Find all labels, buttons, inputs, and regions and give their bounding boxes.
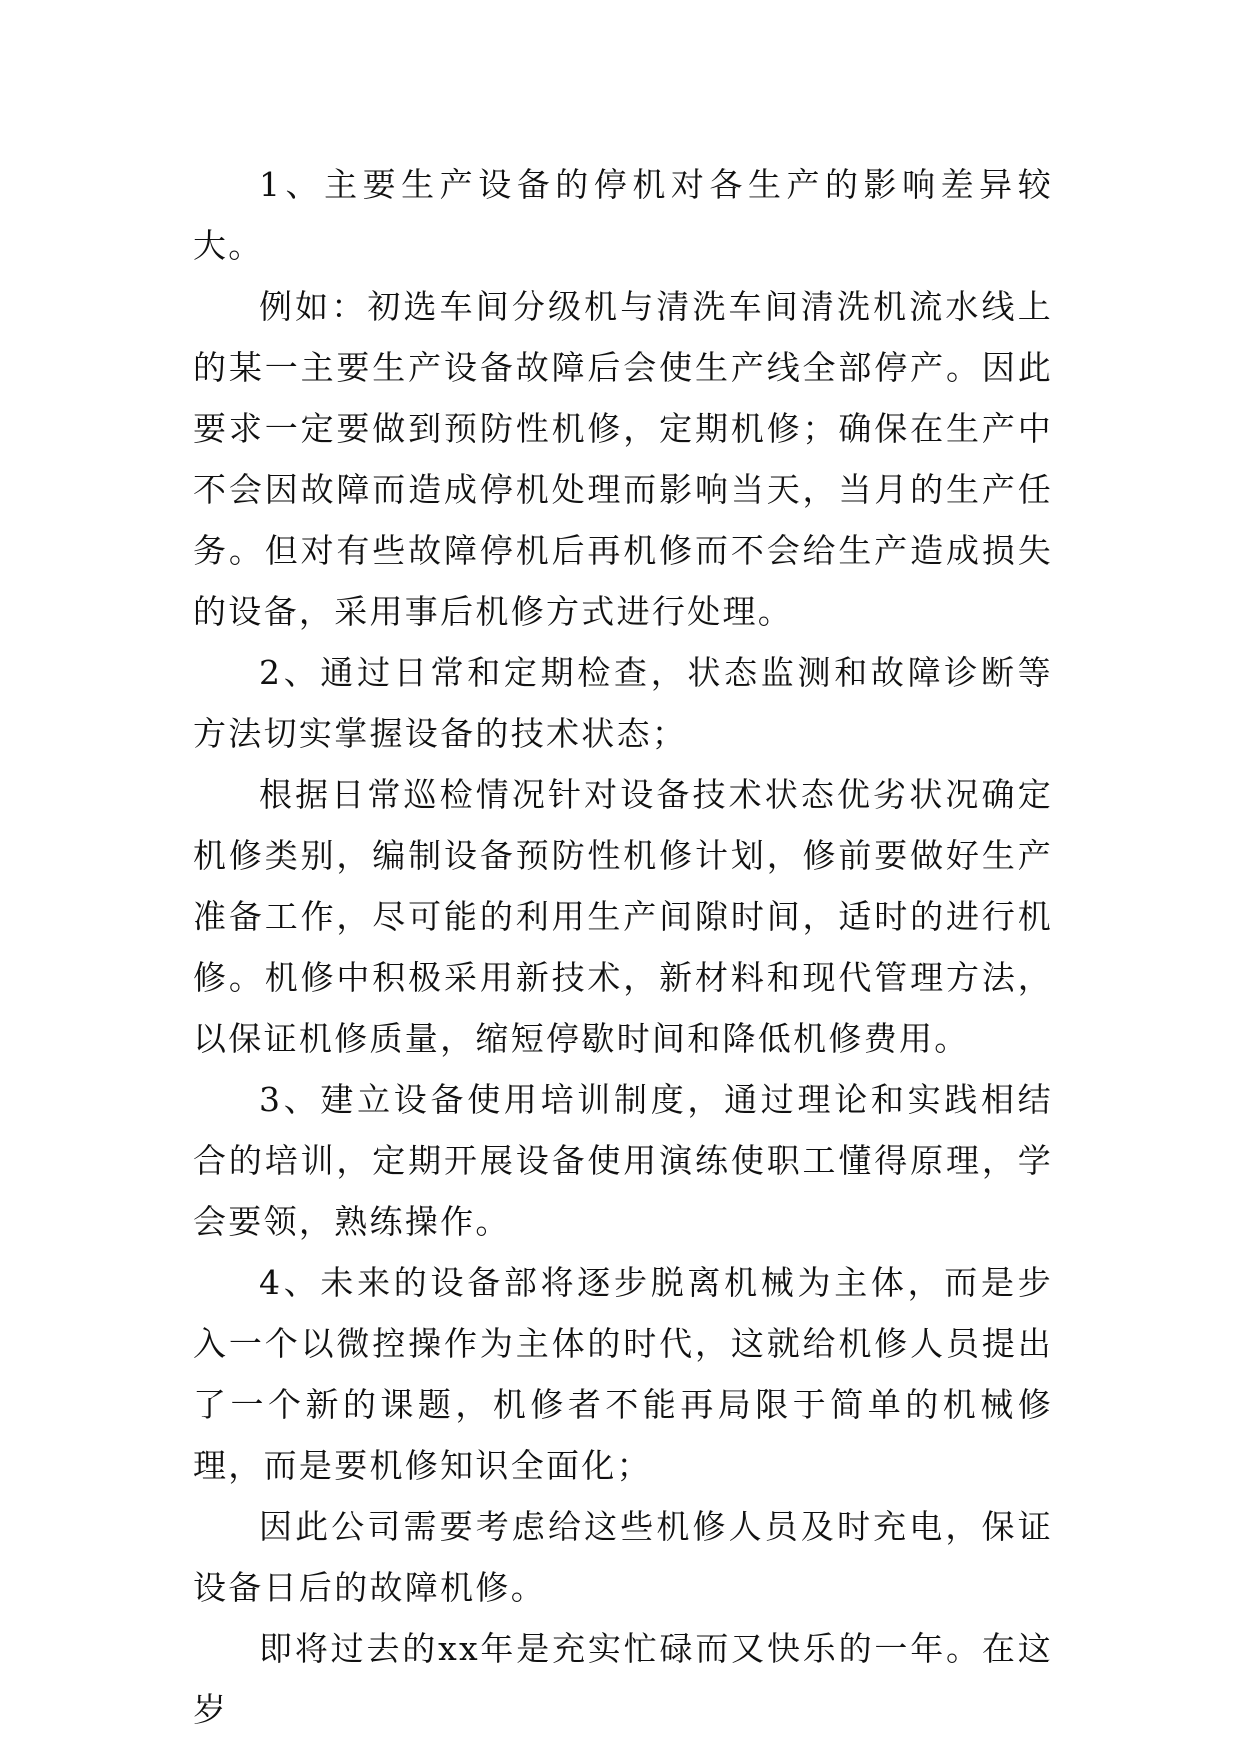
paragraph-8: 即将过去的xx年是充实忙碌而又快乐的一年。在这岁 xyxy=(193,1629,1053,1729)
paragraph-2: 例如：初选车间分级机与清洗车间清洗机流水线上的某一主要生产设备故障后会使生产线全部停产。因此要求一定要做到预防性机修，定期机修；确保在生产中不会因故障而造成停机处理而影响当天，当月的生产任务。但对有些故障停机后再机修而不会给生产造成损失的设备，采用事后机修方式进行处理。 xyxy=(193,287,1053,631)
paragraph-5: 3、建立设备使用培训制度，通过理论和实践相结合的培训，定期开展设备使用演练使职工懂得原理，学会要领，熟练操作。 xyxy=(193,1080,1053,1241)
paragraph-4: 根据日常巡检情况针对设备技术状态优劣状况确定机修类别，编制设备预防性机修计划，修前要做好生产准备工作，尽可能的利用生产间隙时间，适时的进行机修。机修中积极采用新技术，新材料和现代管理方法，以保证机修质量，缩短停歇时间和降低机修费用。 xyxy=(193,775,1053,1058)
paragraph-7: 因此公司需要考虑给这些机修人员及时充电，保证设备日后的故障机修。 xyxy=(193,1507,1053,1607)
paragraph-6: 4、未来的设备部将逐步脱离机械为主体，而是步入一个以微控操作为主体的时代，这就给机修人员提出了一个新的课题，机修者不能再局限于简单的机械修理，而是要机修知识全面化； xyxy=(193,1263,1053,1485)
paragraph-3: 2、通过日常和定期检查，状态监测和故障诊断等方法切实掌握设备的技术状态； xyxy=(193,653,1053,753)
paragraph-1: 1、主要生产设备的停机对各生产的影响差异较大。 xyxy=(193,165,1053,265)
document-body xyxy=(193,154,1053,1740)
